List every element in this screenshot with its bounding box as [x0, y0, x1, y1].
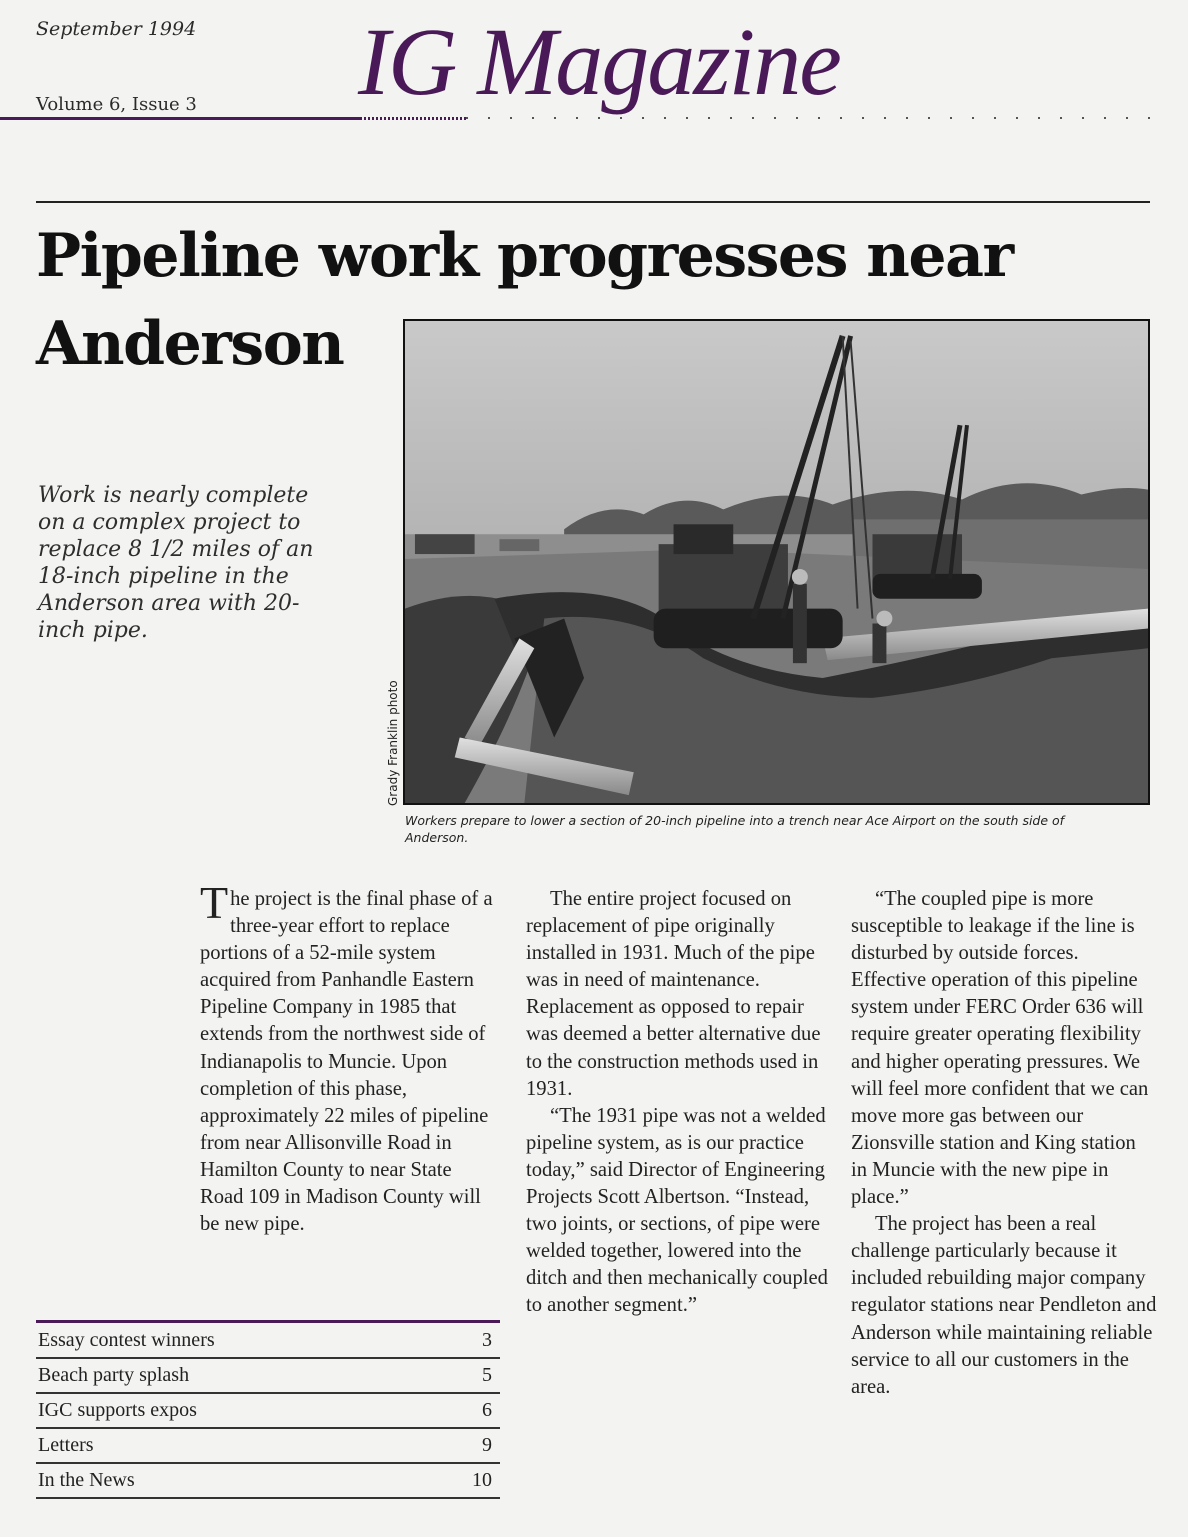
- contents-item-title: Essay contest winners: [38, 1329, 215, 1351]
- contents-item[interactable]: [36, 1429, 500, 1464]
- article-column-3: [851, 886, 1157, 1401]
- pipeline-photo: [403, 319, 1150, 805]
- issue-volume: Volume 6, Issue 3: [36, 94, 197, 115]
- contents-item-page: 10: [472, 1469, 492, 1491]
- masthead-rule: [0, 117, 360, 120]
- contents-item[interactable]: [36, 1359, 500, 1394]
- article-paragraph: “The 1931 pipe was not a welded pipeline system, as is our practice today,” said Director of Engineering Projects Scott Albertson. “Instead, two joints, or sections, of pipe were welded together, lowered into the ditch and then mechanically coupled to another segment.”: [526, 1104, 828, 1317]
- contents-rule: [36, 1320, 500, 1323]
- contents-item-page: 3: [482, 1329, 492, 1351]
- contents-item-title: In the News: [38, 1469, 135, 1491]
- drop-cap: T: [200, 877, 229, 928]
- article-paragraph: The project has been a real challenge particularly because it included rebuilding major company regulator stations near Pendleton and Anderson while maintaining reliable service to all our customers in the area.: [851, 1213, 1157, 1398]
- contents-item-title: IGC supports expos: [38, 1399, 197, 1421]
- article-paragraph: “The coupled pipe is more susceptible to leakage if the line is disturbed by outside forces. Effective operation of this pipeline system under FERC Order 636 will require greater operating flexibility and higher operating pressures. We will feel more confident that we can move more gas between our Zionsville station and King station in Muncie with the new pipe in place.”: [851, 888, 1149, 1209]
- contents-list: [36, 1324, 500, 1499]
- contents-item[interactable]: [36, 1464, 500, 1499]
- masthead-title: IG Magazine: [358, 8, 840, 115]
- contents-item-title: Letters: [38, 1434, 94, 1456]
- contents-item-page: 5: [482, 1364, 492, 1386]
- headline-rule: [36, 201, 1150, 203]
- contents-item-page: 6: [482, 1399, 492, 1421]
- masthead-dotted-rule: [356, 117, 466, 120]
- contents-item[interactable]: [36, 1394, 500, 1429]
- masthead-dotted-rule-light: [466, 117, 1166, 119]
- paragraph-text: he project is the final phase of a three-year effort to replace portions of a 52-mile system acquired from Panhandle Eastern Pipeline Company in 1985 that extends from the northwest side of Indianapolis to Muncie. Upon completion of this phase, approximately 22 miles of pipeline from near Allisonville Road in Hamilton County to near State Road 109 in Madison County will be new pipe.: [200, 888, 493, 1236]
- contents-item[interactable]: [36, 1324, 500, 1359]
- article-paragraph: The entire project focused on replacement of pipe originally installed in 1931. Much of the pipe was in need of maintenance. Replacement as opposed to repair was deemed a better alternative due to the construction methods used in 1931.: [526, 888, 821, 1100]
- article-headline: Pipeline work progresses near Anderson: [36, 221, 1013, 379]
- contents-item-title: Beach party splash: [38, 1364, 190, 1386]
- photo-caption: Workers prepare to lower a section of 20-inch pipeline into a trench near Ace Airport on the south side of Anderson.: [405, 813, 1065, 845]
- article-paragraph: [200, 877, 500, 1238]
- article-column-2: [526, 886, 832, 1320]
- contents-item-page: 9: [482, 1434, 492, 1456]
- issue-date: September 1994: [36, 18, 197, 40]
- article-column-1: [200, 877, 500, 1238]
- photo-credit: Grady Franklin photo: [386, 680, 400, 806]
- article-deck: Work is nearly complete on a complex project to replace 8 1/2 miles of an 18-inch pipeline in the Anderson area with 20-inch pipe.: [38, 483, 314, 643]
